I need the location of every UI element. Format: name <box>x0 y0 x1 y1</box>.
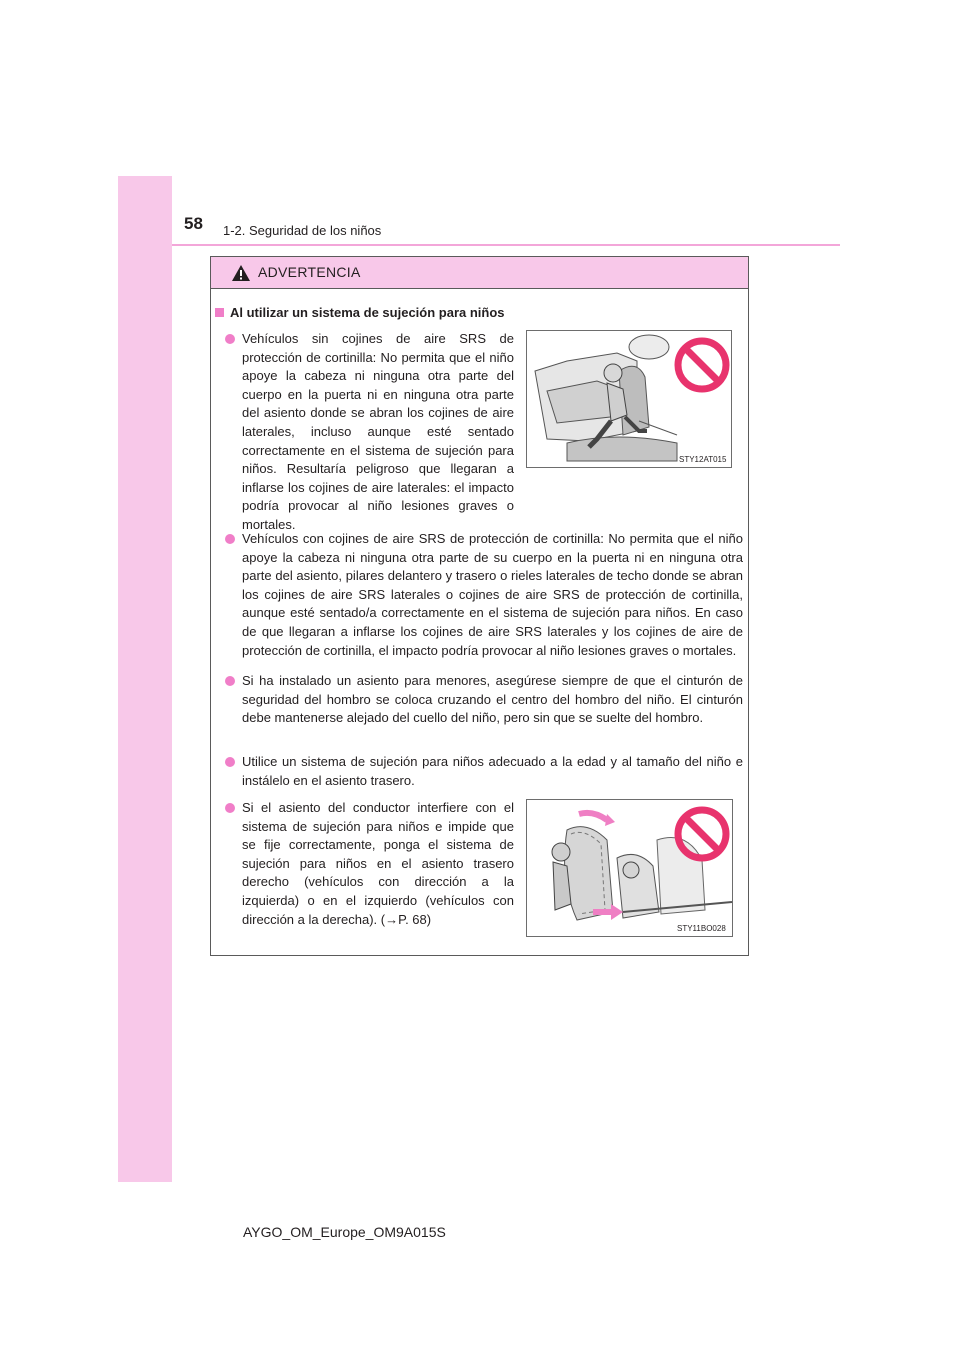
bullet-icon <box>225 334 235 344</box>
header-divider <box>172 244 840 246</box>
list-item <box>242 799 514 929</box>
subheading-text: Al utilizar un sistema de sujeción para niños <box>230 305 505 320</box>
illustration-child-door <box>526 330 732 468</box>
square-bullet-icon <box>215 308 224 317</box>
figure-code: STY12AT015 <box>679 455 727 464</box>
prohibition-icon <box>673 336 731 394</box>
bullet-icon <box>225 676 235 686</box>
list-item <box>242 753 743 790</box>
bullet-text: Si el asiento del conductor interfiere con el sistema de sujeción para niños e impide que se fije correctamente, ponga el sistema de sujeción para niños en el asiento trasero derecho (vehículos con dirección a la izquierda) o en el izquierdo (vehículos con dirección a la derecha). (→P. 68) <box>242 800 514 927</box>
bullet-icon <box>225 534 235 544</box>
illustration-seat-interference <box>526 799 733 937</box>
list-item <box>242 330 514 535</box>
bullet-text: Vehículos con cojines de aire SRS de protección de cortinilla: No permita que el niño apoye la cabeza ni ninguna otra parte de su cuerpo en la puerta ni en ninguna otra parte del asiento, pilares delantero y trasero o rieles laterales de techo donde se abran los cojines de aire SRS laterales o cojines de aire SRS de protección de cortinilla, aunque esté sentado/a correctamente en el sistema de sujeción para niños. En caso de que llegaran a inflarse los cojines de aire SRS laterales y los cojines de aire de protección de cortinilla, el impacto podría provocar al niño lesiones graves o mortales. <box>242 531 743 658</box>
bullet-text: Si ha instalado un asiento para menores, asegúrese siempre de que el cinturón de seguridad del hombro se coloca cruzando el centro del hombro del niño. El cinturón debe mantenerse alejado del cuello del niño, pero sin que se suelte del hombro. <box>242 673 743 726</box>
list-item <box>242 672 743 728</box>
document-code: AYGO_OM_Europe_OM9A015S <box>243 1224 446 1240</box>
list-item <box>242 530 743 660</box>
warning-title: ADVERTENCIA <box>258 264 361 280</box>
warning-triangle-icon <box>231 264 251 282</box>
bullet-icon <box>225 757 235 767</box>
page-number: 58 <box>184 214 203 233</box>
warning-header <box>211 257 748 289</box>
chapter-sidebar-tab <box>118 176 172 1182</box>
figure-code: STY11BO028 <box>677 924 726 933</box>
section-title: 1-2. Seguridad de los niños <box>223 223 382 238</box>
bullet-text: Vehículos sin cojines de aire SRS de protección de cortinilla: No permita que el niño apoye la cabeza ni ninguna otra parte del cuerpo en la puerta ni en ninguna otra parte del asiento donde se abran los cojines de aire laterales, incluso aunque esté sentado correctamente en el sistema de sujeción para niños. Resultaría peligroso que llegaran a inflarse los cojines de aire laterales: el impacto podría provocar al niño lesiones graves o mortales. <box>242 331 514 532</box>
warning-subheading <box>215 305 505 320</box>
bullet-icon <box>225 803 235 813</box>
prohibition-icon <box>673 805 731 863</box>
bullet-text: Utilice un sistema de sujeción para niños adecuado a la edad y al tamaño del niño e instálelo en el asiento trasero. <box>242 754 743 788</box>
